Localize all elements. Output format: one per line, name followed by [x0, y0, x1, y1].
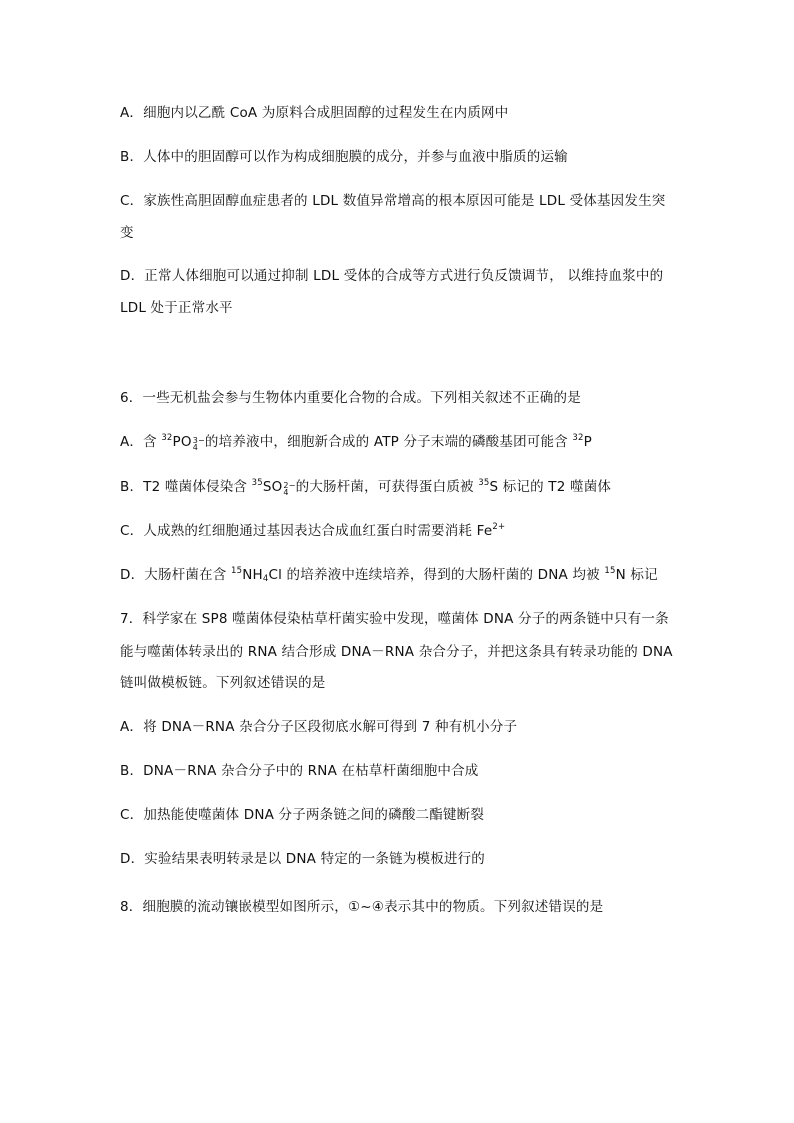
q7-option-a: A．将 DNA－RNA 杂合分子区段彻底水解可得到 7 种有机小分子	[120, 719, 518, 735]
q7-stem-line3: 链叫做模板链。下列叙述错误的是	[120, 675, 326, 691]
q5-option-b: B．人体中的胆固醇可以作为构成细胞膜的成分，并参与血液中脂质的运输	[120, 149, 568, 165]
q6-a-ion-charge: 3−	[192, 436, 205, 445]
q6-d-formula-part1: NH	[242, 567, 263, 583]
q6-a-mass-number: 32	[161, 433, 173, 443]
q5-option-d-line2: LDL 处于正常水平	[120, 300, 233, 316]
q7-option-d: D．实验结果表明转录是以 DNA 特定的一条链为模板进行的	[120, 851, 486, 867]
q6-d-middle: Cl 的培养液中连续培养，得到的大肠杆菌的 DNA 均被	[268, 567, 605, 583]
q5-option-a: A．细胞内以乙酰 CoA 为原料合成胆固醇的过程发生在内质网中	[120, 105, 509, 121]
q5-option-c-line1: C．家族性高胆固醇血症患者的 LDL 数值异常增高的根本原因可能是 LDL 受体基因发生突	[120, 193, 666, 209]
q6-a-mass-number-2: 32	[572, 433, 584, 443]
q5-option-d-line1: D．正常人体细胞可以通过抑制 LDL 受体的合成等方式进行负反馈调节， 以维持血浆中的	[120, 268, 664, 284]
q6-b-mass-number-2: 35	[478, 478, 490, 488]
q6-d-mass-number: 15	[231, 566, 243, 576]
q8-stem: 8．细胞膜的流动镶嵌模型如图所示，①~④表示其中的物质。下列叙述错误的是	[120, 899, 604, 915]
q6-b-ion-subscript: 4	[283, 488, 289, 497]
q6-d-mass-number-2: 15	[604, 566, 616, 576]
q6-b-ion-charge: 2−	[283, 481, 296, 490]
q6-a-ion: PO	[172, 434, 192, 450]
q6-a-prefix: A．含	[120, 434, 162, 450]
q6-a-middle: 的培养液中，细胞新合成的 ATP 分子末端的磷酸基团可能含	[204, 434, 573, 450]
q7-stem-line2: 能与噬菌体转录出的 RNA 结合形成 DNA－RNA 杂合分子，并把这条具有转录功能的 DNA	[120, 644, 673, 660]
q6-d-prefix: D．大肠杆菌在含	[120, 567, 231, 583]
q5-option-c-line2: 变	[120, 225, 134, 241]
q6-b-mass-number: 35	[251, 478, 263, 488]
q6-stem: 6．一些无机盐会参与生物体内重要化合物的合成。下列相关叙述不正确的是	[120, 390, 581, 406]
q6-c-text: C．人成熟的红细胞通过基因表达合成血红蛋白时需要消耗 Fe	[120, 523, 493, 539]
q6-option-d	[120, 565, 658, 585]
q7-stem-line1: 7．科学家在 SP8 噬菌体侵染枯草杆菌实验中发现，噬菌体 DNA 分子的两条链中只有一条	[120, 611, 669, 627]
q6-b-prefix: B．T2 噬菌体侵染含	[120, 479, 252, 495]
q6-b-ion: SO	[262, 479, 283, 495]
q6-option-c	[120, 521, 505, 541]
q6-b-end: S 标记的 T2 噬菌体	[489, 479, 612, 495]
q6-b-ion-indices	[283, 482, 295, 496]
q6-option-a	[120, 432, 592, 452]
q6-d-subscript: 4	[262, 574, 269, 584]
q6-a-ion-subscript: 4	[192, 443, 199, 452]
q6-d-end: N 标记	[615, 567, 658, 583]
q6-b-middle: 的大肠杆菌，可获得蛋白质被	[295, 479, 479, 495]
q6-a-end: P	[583, 434, 592, 450]
q6-a-ion-indices	[193, 437, 205, 451]
q6-option-b	[120, 477, 611, 497]
q7-option-c: C．加热能使噬菌体 DNA 分子两条链之间的磷酸二酯键断裂	[120, 807, 485, 823]
q7-option-b: B．DNA－RNA 杂合分子中的 RNA 在枯草杆菌细胞中合成	[120, 763, 479, 779]
q6-c-charge: 2+	[492, 522, 506, 532]
